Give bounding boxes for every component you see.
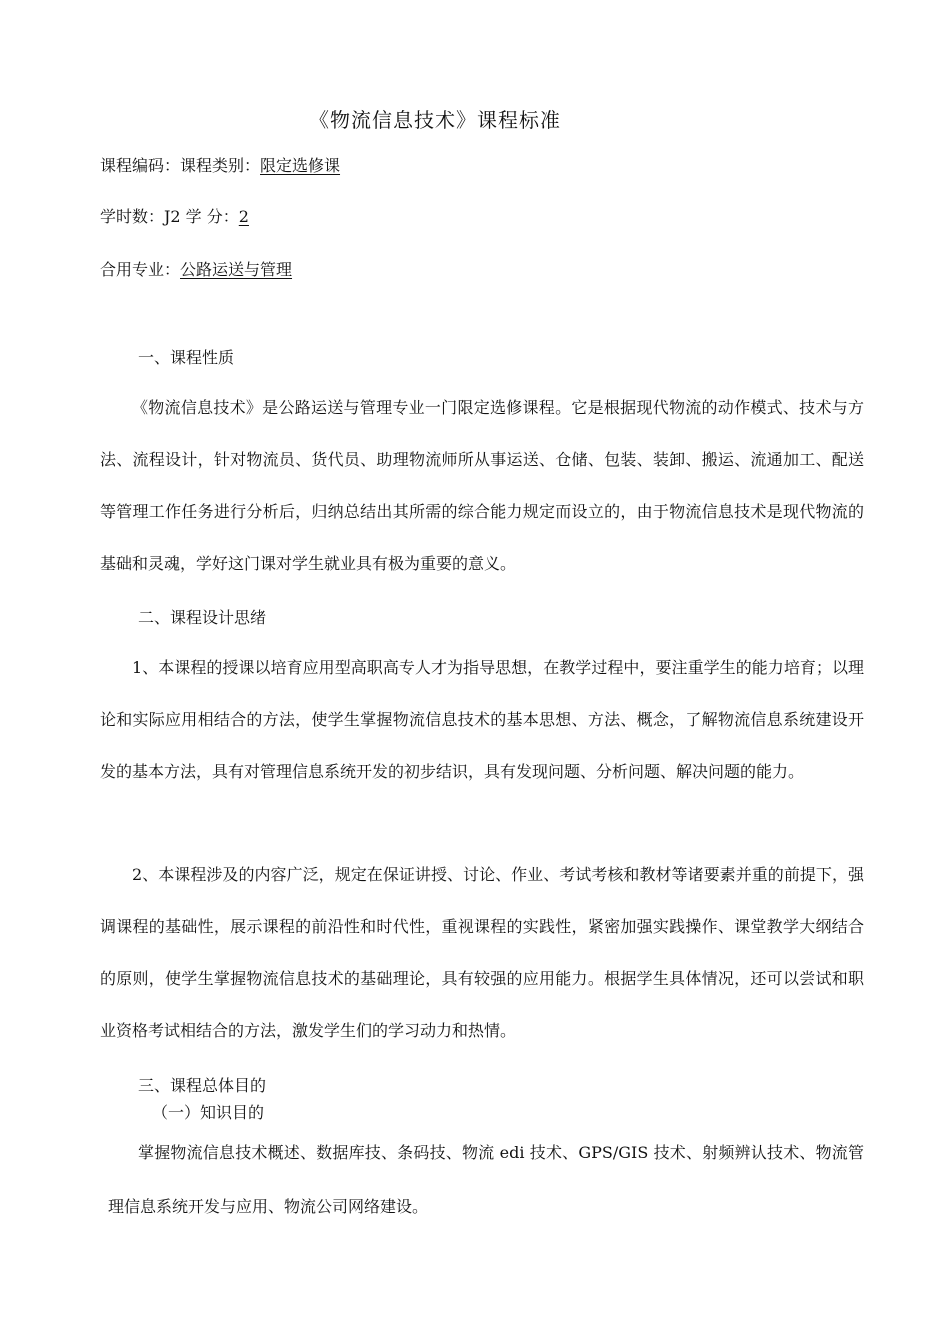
- credits-value: 2: [238, 207, 249, 226]
- major-label: 合用专业：: [100, 260, 181, 279]
- course-category-value: 限定选修课: [260, 156, 341, 175]
- hours-label: 学时数：J2 学 分：: [100, 207, 239, 226]
- section-heading-2: 二、课程设计思绪: [138, 608, 267, 627]
- subsection-heading-knowledge: （一）知识目的: [152, 1103, 265, 1122]
- major-line: [100, 257, 292, 280]
- section-2-paragraph-1: 1、本课程的授课以培育应用型高职高专人才为指导思想，在教学过程中，要注重学生的能力培育；以理论和实际应用相结合的方法，使学生掌握物流信息技术的基本思想、方法、概念，了解物流信息系统建设开发的基本方法，具有对管理信息系统开发的初步结识，具有发现问题、分析问题、解决问题的能力。: [100, 658, 864, 781]
- course-code-line: [100, 153, 340, 176]
- hours-credits-line: [100, 204, 249, 227]
- course-code-label: 课程编码：课程类别：: [100, 156, 261, 175]
- section-heading-1: 一、课程性质: [138, 348, 235, 367]
- section-2-paragraph-2: 2、本课程涉及的内容广泛，规定在保证讲授、讨论、作业、考试考核和教材等诸要素并重的前提下，强调课程的基础性，展示课程的前沿性和时代性，重视课程的实践性，紧密加强实践操作、课堂教学大纲结合的原则，使学生掌握物流信息技术的基础理论，具有较强的应用能力。根据学生具体情况，还可以尝试和职业资格考试相结合的方法，激发学生们的学习动力和热情。: [100, 865, 864, 1040]
- section-3-paragraph-1: 掌握物流信息技术概述、数据库技、条码技、物流 edi 技术、GPS/GIS 技术、射频辨认技术、物流管理信息系统开发与应用、物流公司网络建设。: [108, 1143, 864, 1216]
- section-1-paragraph: 《物流信息技术》是公路运送与管理专业一门限定选修课程。它是根据现代物流的动作模式、技术与方法、流程设计，针对物流员、货代员、助理物流师所从事运送、仓储、包装、装卸、搬运、流通加工、配送等管理工作任务进行分析后，归纳总结出其所需的综合能力规定而设立的，由于物流信息技术是现代物流的基础和灵魂，学好这门课对学生就业具有极为重要的意义。: [100, 398, 864, 573]
- section-heading-3: 三、课程总体目的: [138, 1076, 267, 1095]
- page-title: 《物流信息技术》课程标准: [309, 108, 561, 132]
- major-value: 公路运送与管理: [180, 260, 293, 279]
